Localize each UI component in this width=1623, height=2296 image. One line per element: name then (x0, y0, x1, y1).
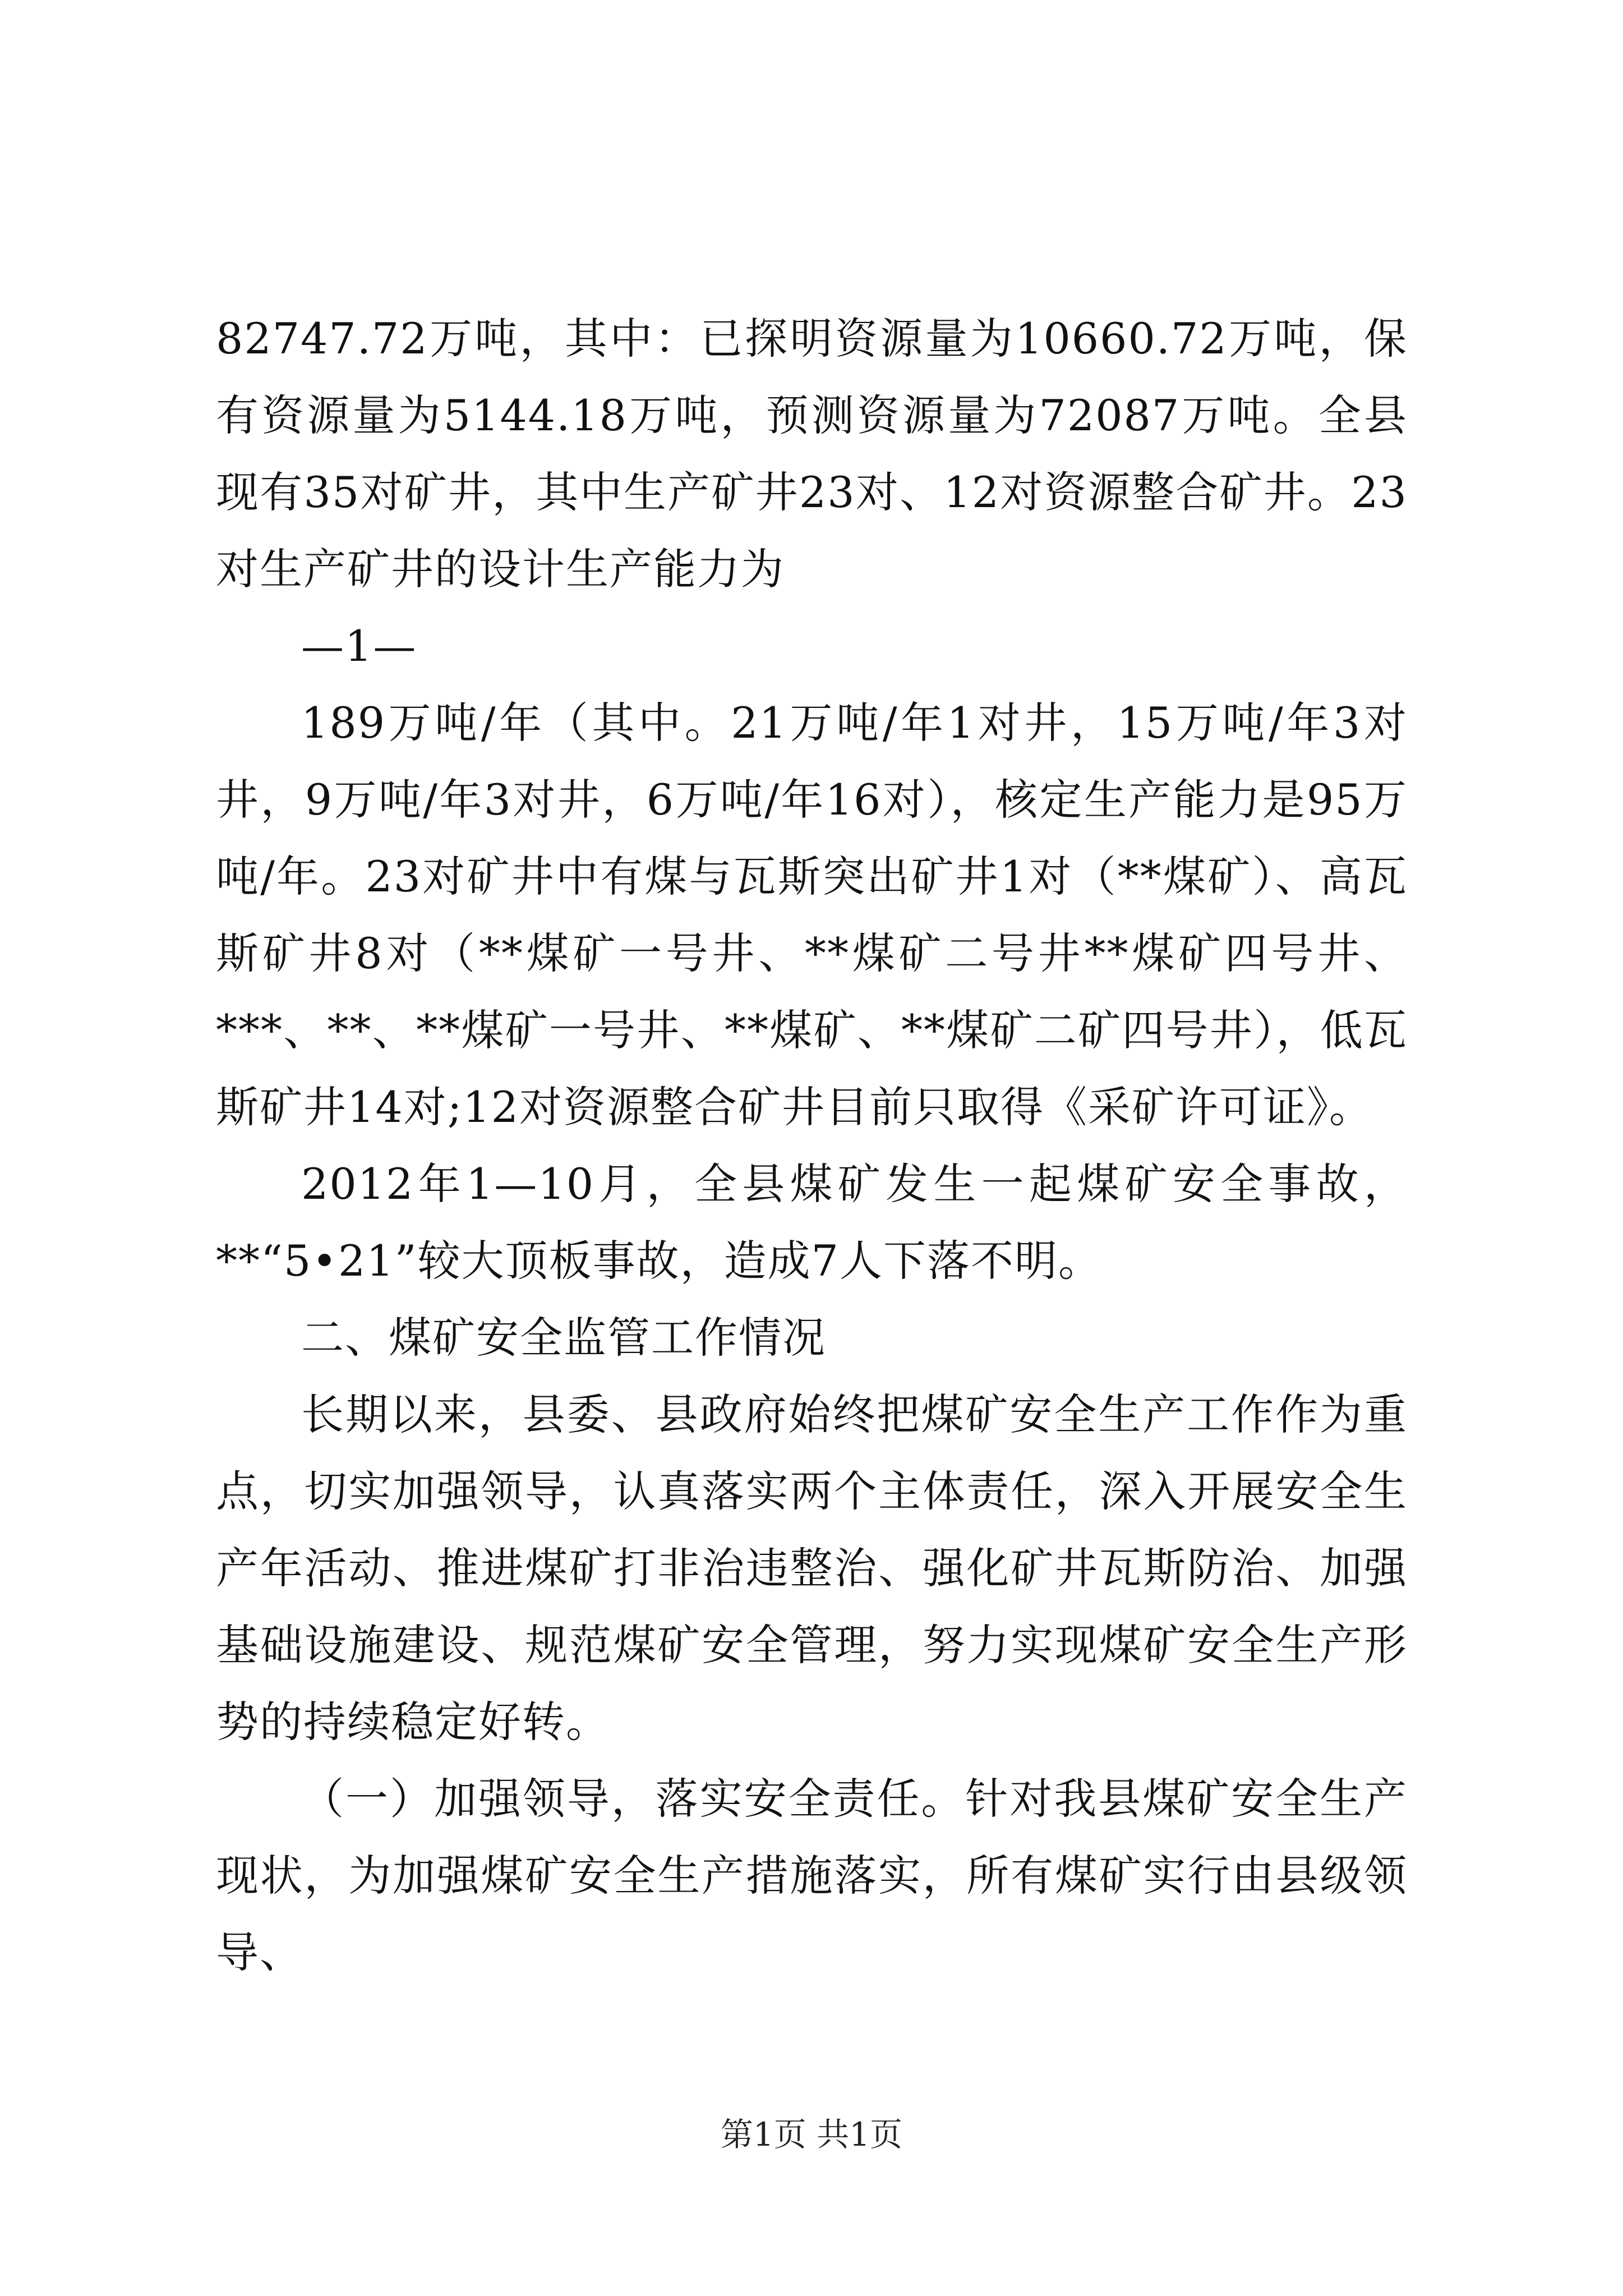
paragraph-accidents: 2012年1—10月，全县煤矿发生一起煤矿安全事故，**“5•21”较大顶板事故，造成7人下落不明。 (216, 1159, 1408, 1286)
paragraph-capacity: 189万吨/年（其中。21万吨/年1对井，15万吨/年3对井，9万吨/年3对井，6万吨/年16对），核定生产能力是95万吨/年。23对矿井中有煤与瓦斯突出矿井1对（**煤矿）、高瓦斯矿井8对（**煤矿一号井、**煤矿二号井**煤矿四号井、***、**、**煤矿一号井、**煤矿、**煤矿二矿四号井），低瓦斯矿井14对;12对资源整合矿井目前只取得《采矿许可证》。 (216, 698, 1408, 1132)
paragraph-leadership: （一）加强领导，落实安全责任。针对我县煤矿安全生产现状，为加强煤矿安全生产措施落实，所有煤矿实行由县级领导、 (216, 1774, 1408, 1977)
page-footer: 第1页 共1页 (720, 2115, 903, 2154)
section-heading: 二、煤矿安全监管工作情况 (301, 1313, 826, 1363)
document-body (216, 300, 1408, 1991)
paragraph-supervision: 长期以来，县委、县政府始终把煤矿安全生产工作作为重点，切实加强领导，认真落实两个主体责任，深入开展安全生产年活动、推进煤矿打非治违整治、强化矿井瓦斯防治、加强基础设施建设、规范煤矿安全管理，努力实现煤矿安全生产形势的持续稳定好转。 (216, 1389, 1408, 1747)
page-number-marker: —1— (301, 621, 417, 671)
paragraph-resources: 82747.72万吨，其中：已探明资源量为10660.72万吨，保有资源量为5144.18万吨，预测资源量为72087万吨。全县现有35对矿井，其中生产矿井23对、12对资源整合矿井。23对生产矿井的设计生产能力为 (216, 314, 1408, 594)
